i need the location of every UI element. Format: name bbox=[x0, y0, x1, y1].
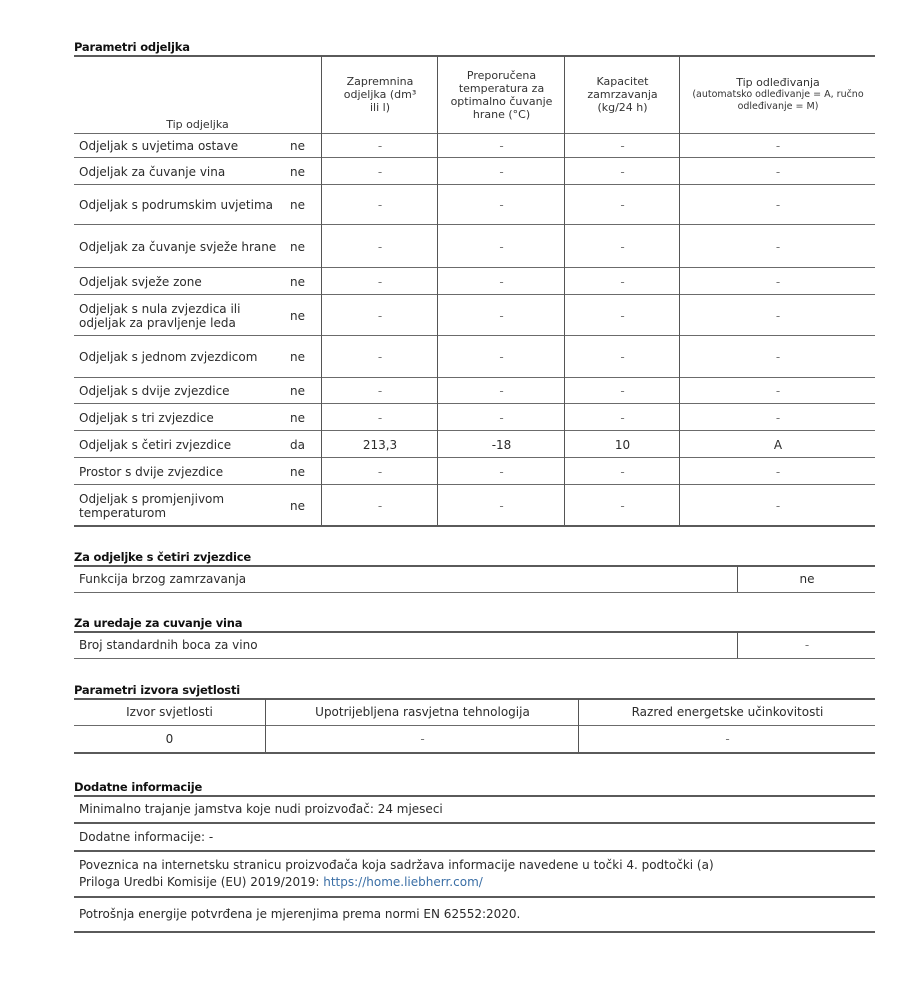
compartment-temperature: - bbox=[499, 274, 504, 289]
compartment-name: Odjeljak s tri zvjezdice bbox=[79, 410, 214, 425]
compartment-defrost: - bbox=[775, 410, 781, 425]
divider bbox=[74, 592, 875, 593]
wine-bottles-value-text: - bbox=[804, 638, 810, 652]
compartment-present: ne bbox=[290, 198, 305, 212]
compartment-volume: - bbox=[377, 410, 383, 425]
compartment-name: Odjeljak s promjenjivom temperaturom bbox=[79, 491, 225, 520]
compartment-present: ne bbox=[290, 239, 305, 254]
compartment-freezing: - bbox=[620, 464, 625, 479]
compartment-volume: - bbox=[377, 198, 383, 212]
compartment-freezing: - bbox=[620, 164, 625, 179]
compartment-name: Odjeljak s jednom zvjezdicom bbox=[79, 350, 258, 364]
column-divider bbox=[265, 699, 266, 752]
compartment-defrost: - bbox=[775, 274, 781, 289]
header-defrost bbox=[681, 56, 875, 133]
header-type bbox=[74, 56, 321, 133]
compartment-name: Prostor s dvije zvjezdice bbox=[79, 464, 224, 479]
section-title-four-star: Za odjeljke s četiri zvjezdice bbox=[74, 550, 251, 564]
divider bbox=[74, 822, 875, 824]
compartment-freezing: - bbox=[620, 139, 625, 153]
compartment-freezing: 10 bbox=[614, 437, 631, 452]
section-title-compartment-params: Parametri odjeljka bbox=[74, 40, 190, 54]
compartment-present: ne bbox=[290, 410, 305, 425]
compartment-present: ne bbox=[290, 139, 305, 153]
compartment-temperature: - bbox=[499, 198, 504, 212]
divider bbox=[74, 752, 875, 754]
light-value-efficiency bbox=[580, 726, 875, 752]
compartment-volume: - bbox=[377, 139, 383, 153]
header-defrost-title: Tip odleđivanja bbox=[736, 76, 820, 89]
light-header-efficiency bbox=[580, 699, 875, 725]
compartment-volume: - bbox=[377, 384, 383, 398]
compartment-defrost: - bbox=[775, 198, 781, 212]
compartment-present: ne bbox=[290, 274, 305, 289]
compartment-defrost: - bbox=[775, 308, 781, 323]
energy-note: Potrošnja energije potvrđena je mjerenjima prema normi EN 62552:2020. bbox=[79, 907, 521, 921]
compartment-name: Odjeljak s uvjetima ostave bbox=[79, 139, 239, 153]
section-title-additional: Dodatne informacije bbox=[74, 780, 203, 794]
wine-bottles-label bbox=[79, 632, 729, 658]
column-divider bbox=[679, 56, 680, 525]
divider bbox=[74, 658, 875, 659]
link-info-line1: Poveznica na internetsku stranicu proizvođača koja sadržava informacije navedene u točki 4. podtočki (a) bbox=[79, 858, 714, 872]
compartment-freezing: - bbox=[620, 410, 625, 425]
compartment-name: Odjeljak s dvije zvjezdice bbox=[79, 384, 230, 398]
compartment-name: Odjeljak s četiri zvjezdice bbox=[79, 437, 232, 452]
compartment-temperature: - bbox=[499, 498, 504, 513]
header-temperature-label: Preporučena temperatura za optimalno čuvanje hrane (°C) bbox=[450, 68, 553, 121]
divider bbox=[74, 931, 875, 933]
compartment-volume: - bbox=[377, 308, 383, 323]
compartment-defrost: A bbox=[773, 437, 783, 452]
light-header-technology bbox=[267, 699, 578, 725]
compartment-freezing: - bbox=[620, 350, 625, 364]
compartment-volume: 213,3 bbox=[362, 437, 398, 452]
link-info-prefix: Priloga Uredbi Komisije (EU) 2019/2019: bbox=[79, 875, 324, 889]
compartment-temperature: - bbox=[499, 350, 504, 364]
extra-info: Dodatne informacije: - bbox=[79, 830, 214, 844]
compartment-freezing: - bbox=[620, 384, 625, 398]
compartment-temperature: - bbox=[499, 164, 504, 179]
column-divider bbox=[437, 56, 438, 525]
compartment-present: da bbox=[290, 437, 305, 452]
compartment-present: ne bbox=[290, 464, 305, 479]
light-header-source-text: Izvor svjetlosti bbox=[126, 705, 213, 719]
divider bbox=[74, 896, 875, 898]
compartment-present: ne bbox=[290, 384, 305, 398]
column-divider bbox=[564, 56, 565, 525]
header-freezing-label: Kapacitet zamrzavanja (kg/24 h) bbox=[587, 75, 658, 114]
header-freezing bbox=[566, 56, 679, 133]
compartment-volume: - bbox=[377, 498, 383, 513]
row-divider bbox=[74, 525, 875, 527]
header-volume bbox=[323, 56, 437, 133]
compartment-temperature: - bbox=[499, 239, 504, 254]
fast-freeze-value-text: ne bbox=[799, 572, 815, 586]
divider bbox=[74, 850, 875, 852]
compartment-defrost: - bbox=[775, 239, 781, 254]
wine-bottles-value bbox=[739, 632, 875, 658]
compartment-defrost: - bbox=[775, 464, 781, 479]
compartment-name: Odjeljak s podrumskim uvjetima bbox=[79, 198, 273, 212]
compartment-defrost: - bbox=[775, 139, 781, 153]
compartment-temperature: - bbox=[499, 139, 504, 153]
divider bbox=[74, 795, 875, 797]
compartment-defrost: - bbox=[775, 164, 781, 179]
light-header-efficiency-text: Razred energetske učinkovitosti bbox=[631, 705, 824, 719]
fast-freeze-label bbox=[79, 566, 729, 592]
header-defrost-note: (automatsko odleđivanje = A, ručno odleđivanje = M) bbox=[692, 89, 864, 112]
compartment-freezing: - bbox=[620, 274, 625, 289]
column-divider bbox=[578, 699, 579, 752]
compartment-volume: - bbox=[377, 239, 383, 254]
compartment-name: Odjeljak za čuvanje vina bbox=[79, 164, 226, 179]
fast-freeze-value bbox=[739, 566, 875, 592]
light-value-source-text: 0 bbox=[165, 732, 174, 746]
compartment-volume: - bbox=[377, 350, 383, 364]
compartment-defrost: - bbox=[775, 384, 781, 398]
compartment-volume: - bbox=[377, 274, 383, 289]
header-volume-label: Zapremnina odjeljka (dm³ ili l) bbox=[343, 75, 417, 114]
column-divider bbox=[737, 566, 738, 592]
compartment-freezing: - bbox=[620, 498, 625, 513]
header-type-label: Tip odjeljka bbox=[166, 118, 229, 131]
light-value-technology-text: - bbox=[420, 732, 425, 746]
compartment-name: Odjeljak za čuvanje svježe hrane bbox=[79, 239, 277, 254]
compartment-temperature: - bbox=[499, 384, 504, 398]
section-title-light: Parametri izvora svjetlosti bbox=[74, 683, 240, 697]
compartment-temperature: - bbox=[499, 308, 504, 323]
compartment-volume: - bbox=[377, 164, 383, 179]
compartment-freezing: - bbox=[620, 308, 625, 323]
link-info-line2 bbox=[79, 874, 483, 890]
wine-bottles-label-text: Broj standardnih boca za vino bbox=[79, 638, 258, 652]
compartment-present: ne bbox=[290, 350, 305, 364]
manufacturer-link[interactable]: https://home.liebherr.com/ bbox=[323, 875, 483, 889]
section-title-wine: Za uredaje za cuvanje vina bbox=[74, 616, 243, 630]
compartment-present: ne bbox=[290, 164, 305, 179]
light-value-source bbox=[74, 726, 265, 752]
compartment-present: ne bbox=[290, 498, 305, 513]
compartment-temperature: - bbox=[499, 410, 504, 425]
compartment-defrost: - bbox=[775, 498, 781, 513]
fast-freeze-label-text: Funkcija brzog zamrzavanja bbox=[79, 572, 247, 586]
compartment-defrost: - bbox=[775, 350, 781, 364]
column-divider bbox=[321, 56, 322, 525]
compartment-temperature: -18 bbox=[491, 437, 512, 452]
warranty-info: Minimalno trajanje jamstva koje nudi proizvođač: 24 mjeseci bbox=[79, 802, 443, 816]
compartment-volume: - bbox=[377, 464, 383, 479]
column-divider bbox=[737, 632, 738, 658]
compartment-name: Odjeljak s nula zvjezdica ili odjeljak za pravljenje leda bbox=[79, 301, 241, 330]
compartment-temperature: - bbox=[499, 464, 504, 479]
compartment-present: ne bbox=[290, 308, 305, 323]
light-header-source bbox=[74, 699, 265, 725]
compartment-freezing: - bbox=[620, 198, 625, 212]
compartment-freezing: - bbox=[620, 239, 625, 254]
header-temperature bbox=[439, 56, 564, 133]
light-value-technology bbox=[267, 726, 578, 752]
compartment-name: Odjeljak svježe zone bbox=[79, 274, 202, 289]
light-value-efficiency-text: - bbox=[725, 732, 730, 746]
light-header-technology-text: Upotrijebljena rasvjetna tehnologija bbox=[315, 705, 530, 719]
